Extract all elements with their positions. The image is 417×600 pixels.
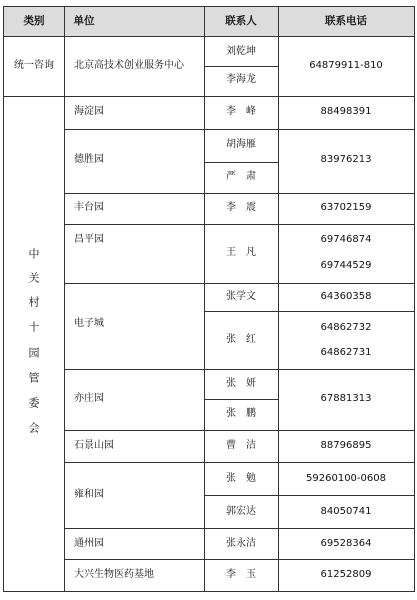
- category-char: 十: [28, 320, 40, 334]
- phone-number: 88796895: [320, 440, 372, 451]
- category-char: 会: [28, 421, 40, 435]
- row-line: [64, 193, 414, 194]
- unit-name: 北京高技术创业服务中心: [74, 60, 184, 71]
- unit-name: 丰台园: [74, 202, 104, 213]
- row-line: [204, 311, 414, 312]
- contact-name: 严 肃: [226, 171, 256, 182]
- header-phone: 联系电话: [325, 14, 367, 27]
- row-line: [64, 430, 414, 431]
- row-line: [64, 224, 414, 225]
- contact-name: 李 峰: [226, 106, 256, 117]
- column-line: [204, 6, 205, 592]
- phone-number: 63702159: [320, 202, 372, 213]
- contact-name: 王 凡: [226, 247, 256, 258]
- phone-number: 64879911-810: [309, 60, 383, 71]
- row-line: [64, 129, 414, 130]
- column-line: [64, 6, 65, 592]
- category-char: 中: [28, 247, 40, 261]
- unit-name: 电子城: [74, 318, 104, 329]
- contact-name: 刘乾坤: [226, 46, 256, 57]
- phone-number: 61252809: [320, 569, 372, 580]
- row-line: [204, 66, 278, 67]
- unit-name: 昌平园: [74, 234, 104, 245]
- contact-name: 张 红: [226, 334, 256, 345]
- table-border-left: [3, 6, 4, 592]
- phone-number: 84050741: [320, 506, 372, 517]
- phone-number: 69528364: [320, 538, 372, 549]
- unit-name: 石景山园: [74, 440, 114, 451]
- table-border-right: [414, 6, 415, 592]
- category-char: 关: [28, 271, 40, 285]
- phone-number: 69746874: [320, 234, 372, 245]
- contact-name: 曹 洁: [226, 440, 256, 451]
- header-contact: 联系人: [225, 14, 257, 27]
- unit-name: 亦庄园: [74, 393, 104, 404]
- contact-name: 张 妍: [226, 378, 256, 389]
- unit-name: 海淀园: [74, 106, 104, 117]
- unit-name: 德胜园: [74, 154, 104, 165]
- contact-name: 张 鹏: [226, 408, 256, 419]
- phone-number: 88498391: [320, 106, 372, 117]
- unit-name: 雍和园: [74, 489, 104, 500]
- contact-name: 张学文: [226, 291, 256, 302]
- row-line: [204, 399, 278, 400]
- phone-number: 64862732: [320, 322, 372, 333]
- row-line: [204, 495, 414, 496]
- contact-name: 张永洁: [226, 538, 256, 549]
- contact-name: 郭宏达: [226, 506, 256, 517]
- row-line: [64, 559, 414, 560]
- category-char: 管: [28, 371, 40, 385]
- phone-number: 67881313: [320, 393, 372, 404]
- contact-name: 李海龙: [226, 74, 256, 85]
- contact-name: 李 玉: [226, 569, 256, 580]
- contact-name: 胡海雁: [226, 139, 256, 150]
- column-line: [278, 6, 279, 592]
- category-char: 村: [28, 295, 40, 309]
- category-char: 委: [28, 396, 40, 410]
- phone-number: 64360358: [320, 291, 372, 302]
- row-line: [204, 162, 278, 163]
- unit-name: 通州园: [74, 538, 104, 549]
- header-unit: 单位: [73, 14, 95, 27]
- phone-number: 83976213: [320, 154, 372, 165]
- row-line: [64, 462, 414, 463]
- phone-number: 69744529: [320, 260, 372, 271]
- header-category: 类别: [23, 14, 45, 27]
- unit-name: 大兴生物医药基地: [74, 569, 154, 580]
- category-consult: 统一咨询: [14, 60, 54, 71]
- row-line: [64, 369, 414, 370]
- row-line: [64, 528, 414, 529]
- row-line: [64, 283, 414, 284]
- category-char: 园: [28, 346, 40, 360]
- phone-number: 59260100-0608: [306, 473, 386, 484]
- contact-name: 李 震: [226, 202, 256, 213]
- phone-number: 64862731: [320, 347, 372, 358]
- contact-name: 张 勉: [226, 473, 256, 484]
